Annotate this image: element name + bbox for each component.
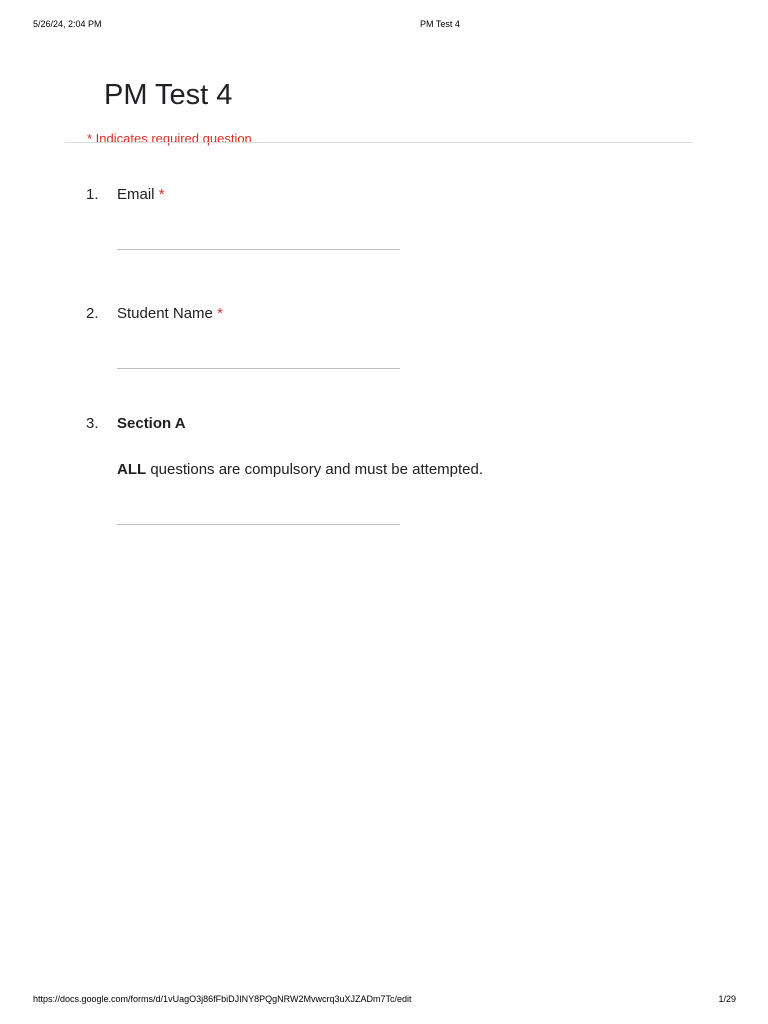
print-page-number: 1/29 bbox=[718, 994, 736, 1004]
question-title bbox=[117, 305, 223, 322]
print-page-title: PM Test 4 bbox=[420, 19, 460, 29]
print-datetime: 5/26/24, 2:04 PM bbox=[33, 19, 102, 29]
question-description bbox=[117, 461, 483, 478]
required-question-note: * Indicates required question bbox=[87, 131, 252, 146]
question-number: 2. bbox=[86, 305, 99, 322]
question-title: Section A bbox=[117, 415, 186, 432]
email-answer-field[interactable] bbox=[117, 249, 400, 250]
description-emphasis: ALL bbox=[117, 461, 147, 478]
question-number: 3. bbox=[86, 415, 99, 432]
question-title-text: Email bbox=[117, 186, 155, 203]
question-number: 1. bbox=[86, 186, 99, 203]
form-title: PM Test 4 bbox=[104, 79, 233, 111]
question-title bbox=[117, 186, 165, 203]
print-url: https://docs.google.com/forms/d/1vUagO3j86fFbiDJINY8PQgNRW2Mvwcrq3uXJZADm7Tc/edit bbox=[33, 994, 412, 1004]
section-a-answer-field[interactable] bbox=[117, 524, 400, 525]
required-asterisk: * bbox=[158, 186, 165, 203]
question-title-text: Student Name bbox=[117, 305, 213, 322]
student-name-answer-field[interactable] bbox=[117, 368, 400, 369]
description-text: questions are compulsory and must be attempted. bbox=[146, 461, 484, 478]
title-divider bbox=[65, 142, 693, 143]
required-asterisk: * bbox=[217, 305, 223, 322]
